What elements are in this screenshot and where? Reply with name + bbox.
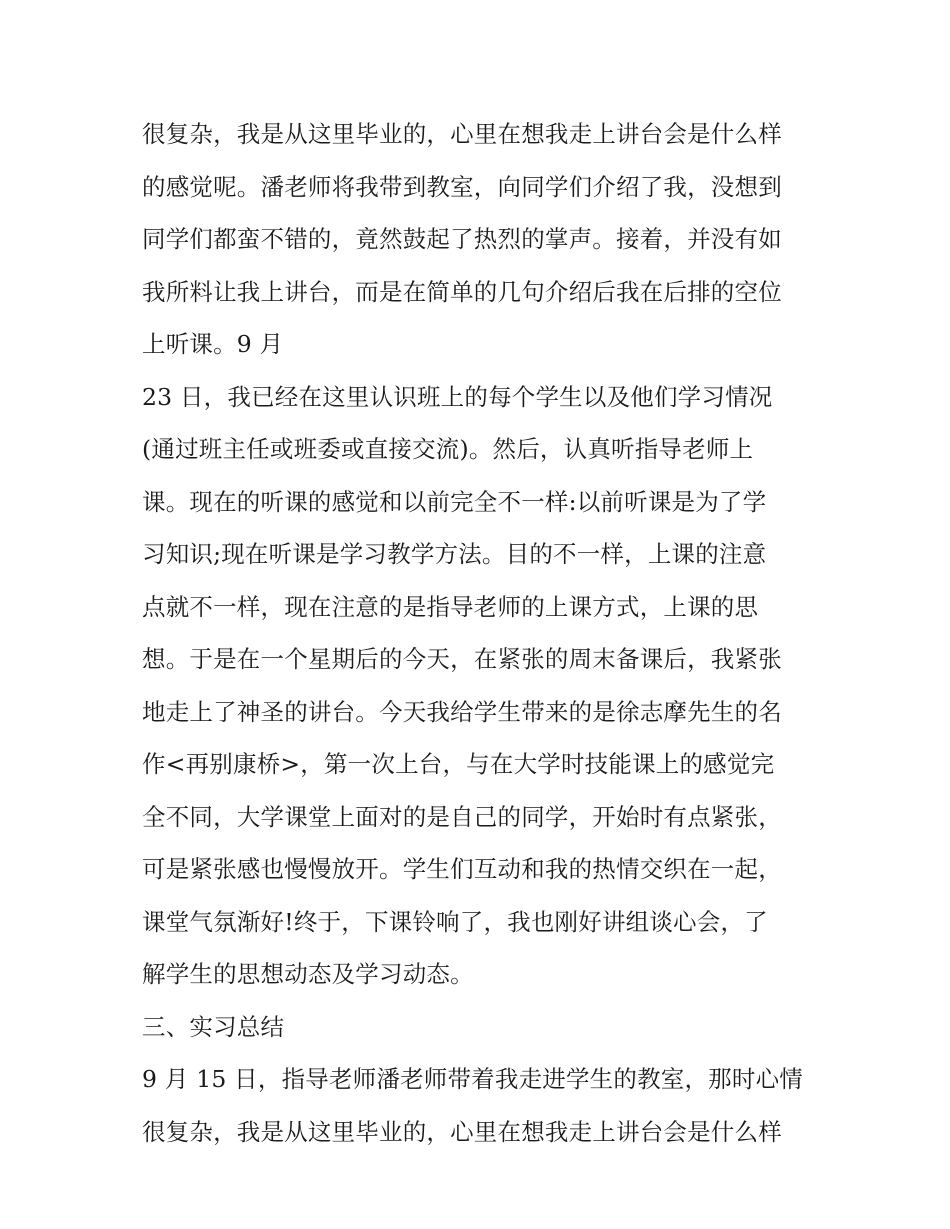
text-line: 解学生的思想动态及学习动态。: [142, 960, 474, 988]
text-line: 课堂气氛渐好!终于，下课铃响了，我也刚好讲组谈心会，了: [142, 907, 768, 936]
text-line: 很复杂，我是从这里毕业的，心里在想我走上讲台会是什么样: [142, 120, 782, 148]
text-line: 23 日，我已经在这里认识班上的每个学生以及他们学习情况: [142, 382, 773, 411]
section-heading: 三、实习总结: [142, 1012, 285, 1041]
text-line: 作<再别康桥>，第一次上台，与在大学时技能课上的感觉完: [142, 750, 775, 778]
text-line: 习知识;现在听课是学习教学方法。目的不一样，上课的注意: [142, 540, 767, 568]
text-line: 上听课。9 月: [142, 330, 284, 358]
text-line: 很复杂，我是从这里毕业的，心里在想我走上讲台会是什么样: [142, 1117, 782, 1146]
text-line: 点就不一样，现在注意的是指导老师的上课方式，上课的思: [142, 592, 759, 621]
text-line: 的感觉呢。潘老师将我带到教室，向同学们介绍了我，没想到: [142, 172, 782, 201]
text-line: 可是紧张感也慢慢放开。学生们互动和我的热情交织在一起，: [142, 855, 782, 883]
text-line: 同学们都蛮不错的，竟然鼓起了热烈的掌声。接着，并没有如: [142, 225, 782, 253]
text-line: 课。现在的听课的感觉和以前完全不一样:以前听课是为了学: [142, 487, 767, 516]
text-line: 全不同，大学课堂上面对的是自己的同学，开始时有点紧张，: [142, 802, 782, 831]
text-line: 9 月 15 日，指导老师潘老师带着我走进学生的教室，那时心情: [142, 1065, 803, 1093]
text-line: (通过班主任或班委或直接交流)。然后，认真听指导老师上: [142, 435, 754, 463]
text-line: 想。于是在一个星期后的今天，在紧张的周末备课后，我紧张: [142, 645, 782, 673]
body-text: [142, 108, 822, 1158]
text-line: 我所料让我上讲台，而是在简单的几句介绍后我在后排的空位: [142, 277, 782, 306]
text-line: 地走上了神圣的讲台。今天我给学生带来的是徐志摩先生的名: [142, 697, 782, 726]
